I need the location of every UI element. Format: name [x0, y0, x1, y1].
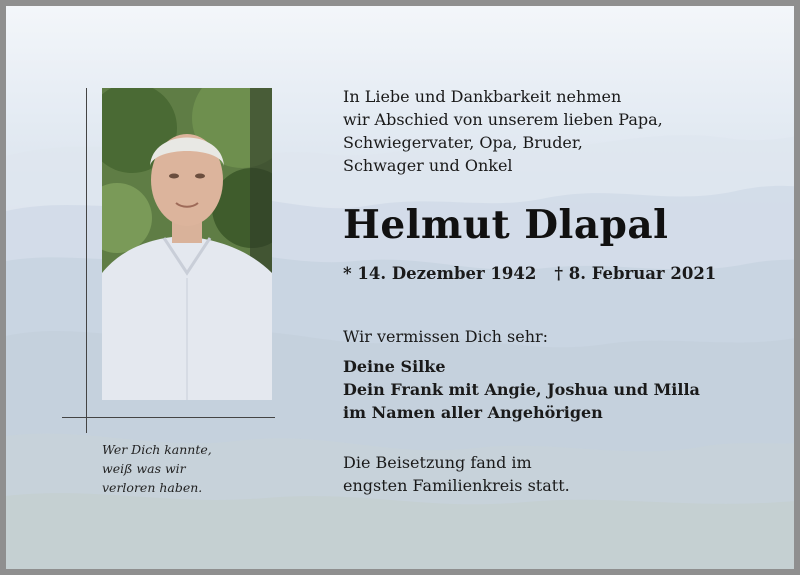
memorial-quote: [102, 440, 212, 497]
mourner-line: im Namen aller Angehörigen: [343, 403, 603, 422]
intro-line: Schwiegervater, Opa, Bruder,: [343, 133, 583, 152]
quote-line: verloren haben.: [102, 480, 203, 495]
mourner-line: Dein Frank mit Angie, Joshua und Milla: [343, 380, 700, 399]
funeral-line: Die Beisetzung fand im: [343, 453, 532, 472]
birth-date: * 14. Dezember 1942: [343, 264, 537, 283]
quote-line: Wer Dich kannte,: [102, 442, 212, 457]
intro-line: wir Abschied von unserem lieben Papa,: [343, 110, 663, 129]
miss-line: Wir vermissen Dich sehr:: [343, 327, 549, 346]
quote-line: weiß was wir: [102, 461, 186, 476]
mourners-list: [343, 355, 700, 424]
mourner-line: Deine Silke: [343, 357, 446, 376]
portrait-photo: [102, 88, 272, 400]
decorative-horizontal-line: [62, 417, 275, 418]
life-dates: [343, 264, 716, 283]
intro-text: [343, 85, 663, 177]
decorative-vertical-line: [86, 88, 87, 433]
intro-line: In Liebe und Dankbarkeit nehmen: [343, 87, 622, 106]
intro-line: Schwager und Onkel: [343, 156, 513, 175]
funeral-note: [343, 451, 570, 497]
deceased-name: Helmut Dlapal: [343, 202, 669, 248]
death-date: † 8. Februar 2021: [554, 264, 717, 283]
funeral-line: engsten Familienkreis statt.: [343, 476, 570, 495]
